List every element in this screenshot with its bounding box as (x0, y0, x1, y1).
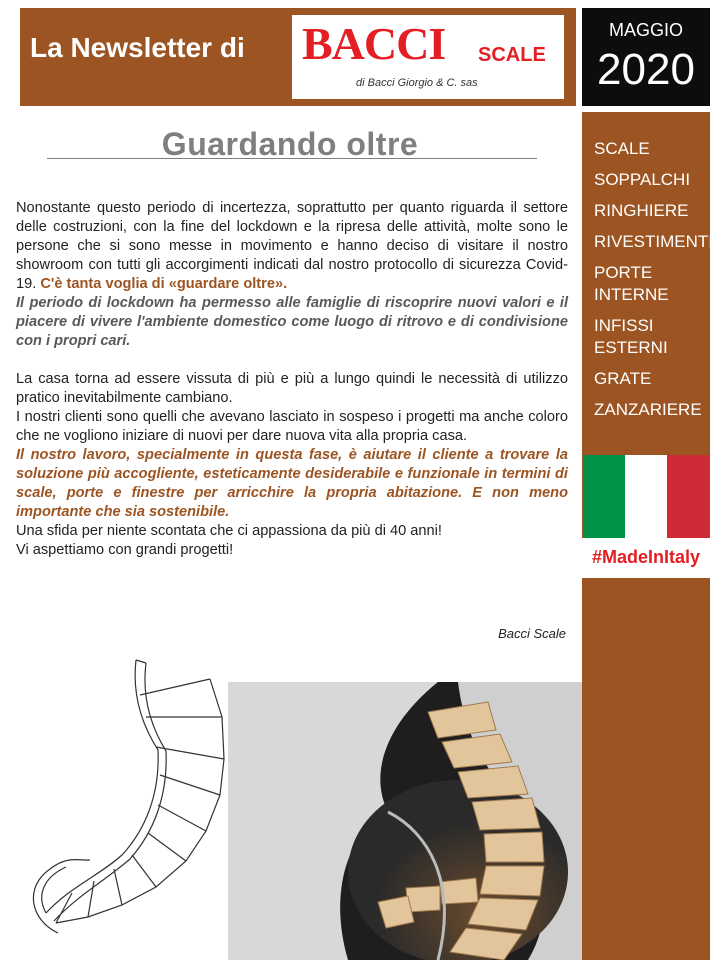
sidebar-item-rivestimenti: RIVESTIMENTI (594, 232, 714, 251)
issue-year: 2020 (597, 45, 695, 94)
issue-month: MAGGIO (608, 20, 683, 40)
article-title: Guardando oltre (161, 126, 419, 162)
logo-company-name: di Bacci Giorgio & C. sas (356, 77, 478, 89)
bacci-logo (292, 15, 564, 99)
logo-scale-word: SCALE (478, 44, 546, 66)
paragraph-lockdown: Il periodo di lockdown ha permesso alle famiglie di riscoprire nuovi valori e il piacere di vivere l'ambiente domestico come luogo di ritrovo e di condivisione con i propri cari. (16, 295, 568, 349)
highlight-guardare-oltre: C'è tanta voglia di «guardare oltre». (40, 276, 288, 292)
title-underline (47, 158, 537, 159)
paragraph-casa: La casa torna ad essere vissuta di più e più a lungo quindi le necessità di utilizzo pratico inevitabilmente cambiano. (16, 371, 568, 406)
sidebar-item-zanzariere: ZANZARIERE (594, 400, 702, 419)
spiral-staircase-photo (228, 682, 582, 960)
paragraph-invito: Vi aspettiamo con grandi progetti! (16, 542, 234, 558)
sidebar-item-porte-interne: PORTE INTERNE (594, 263, 669, 304)
sidebar-item-ringhiere: RINGHIERE (594, 201, 689, 220)
paragraph-clienti: I nostri clienti sono quelli che avevano lasciato in sospeso i progetti ma anche coloro che ne vogliono iniziare di nuovi per dare nuova vita alla propria casa. (16, 409, 568, 444)
product-list (594, 138, 713, 430)
sidebar-item-grate: GRATE (594, 369, 652, 388)
logo-wordmark: BACCI (302, 18, 446, 69)
paragraph-intro: Nonostante questo periodo di incertezza, soprattutto per quanto riguarda il settore delle costruzioni, con la fine del lockdown e la ripresa delle attività, molte sono le persone che si sono messe in movimento e hanno deciso di visitare il nostro showroom con tutti gli accorgimenti indicati dal nostro protocollo di sicurezza Covid-19. C'è tanta voglia di «guardare oltre». (16, 200, 568, 292)
hashtag-box (582, 538, 710, 578)
sidebar-item-scale: SCALE (594, 139, 650, 158)
paragraph-lavoro: Il nostro lavoro, specialmente in questa fase, è aiutare il cliente a trovare la soluzione più accogliente, esteticamente desiderabile e funzionale in termini di scale, porte e finestre per arricchire la propria abitazione. E non meno importante che sia sostenibile. (16, 447, 568, 520)
sidebar-item-infissi-esterni: INFISSI ESTERNI (594, 316, 668, 357)
paragraph-sfida: Una sfida per niente scontata che ci appassiona da più di 40 anni! (16, 523, 442, 539)
newsletter-title: La Newsletter di (30, 32, 245, 63)
italian-flag-icon (583, 455, 709, 538)
issue-date-box (582, 8, 710, 106)
spiral-staircase-sketch (10, 655, 230, 945)
signature: Bacci Scale (498, 626, 566, 641)
sidebar-item-soppalchi: SOPPALCHI (594, 170, 691, 189)
article-body (16, 199, 568, 560)
made-in-italy-hashtag: #MadeInItaly (591, 547, 701, 567)
